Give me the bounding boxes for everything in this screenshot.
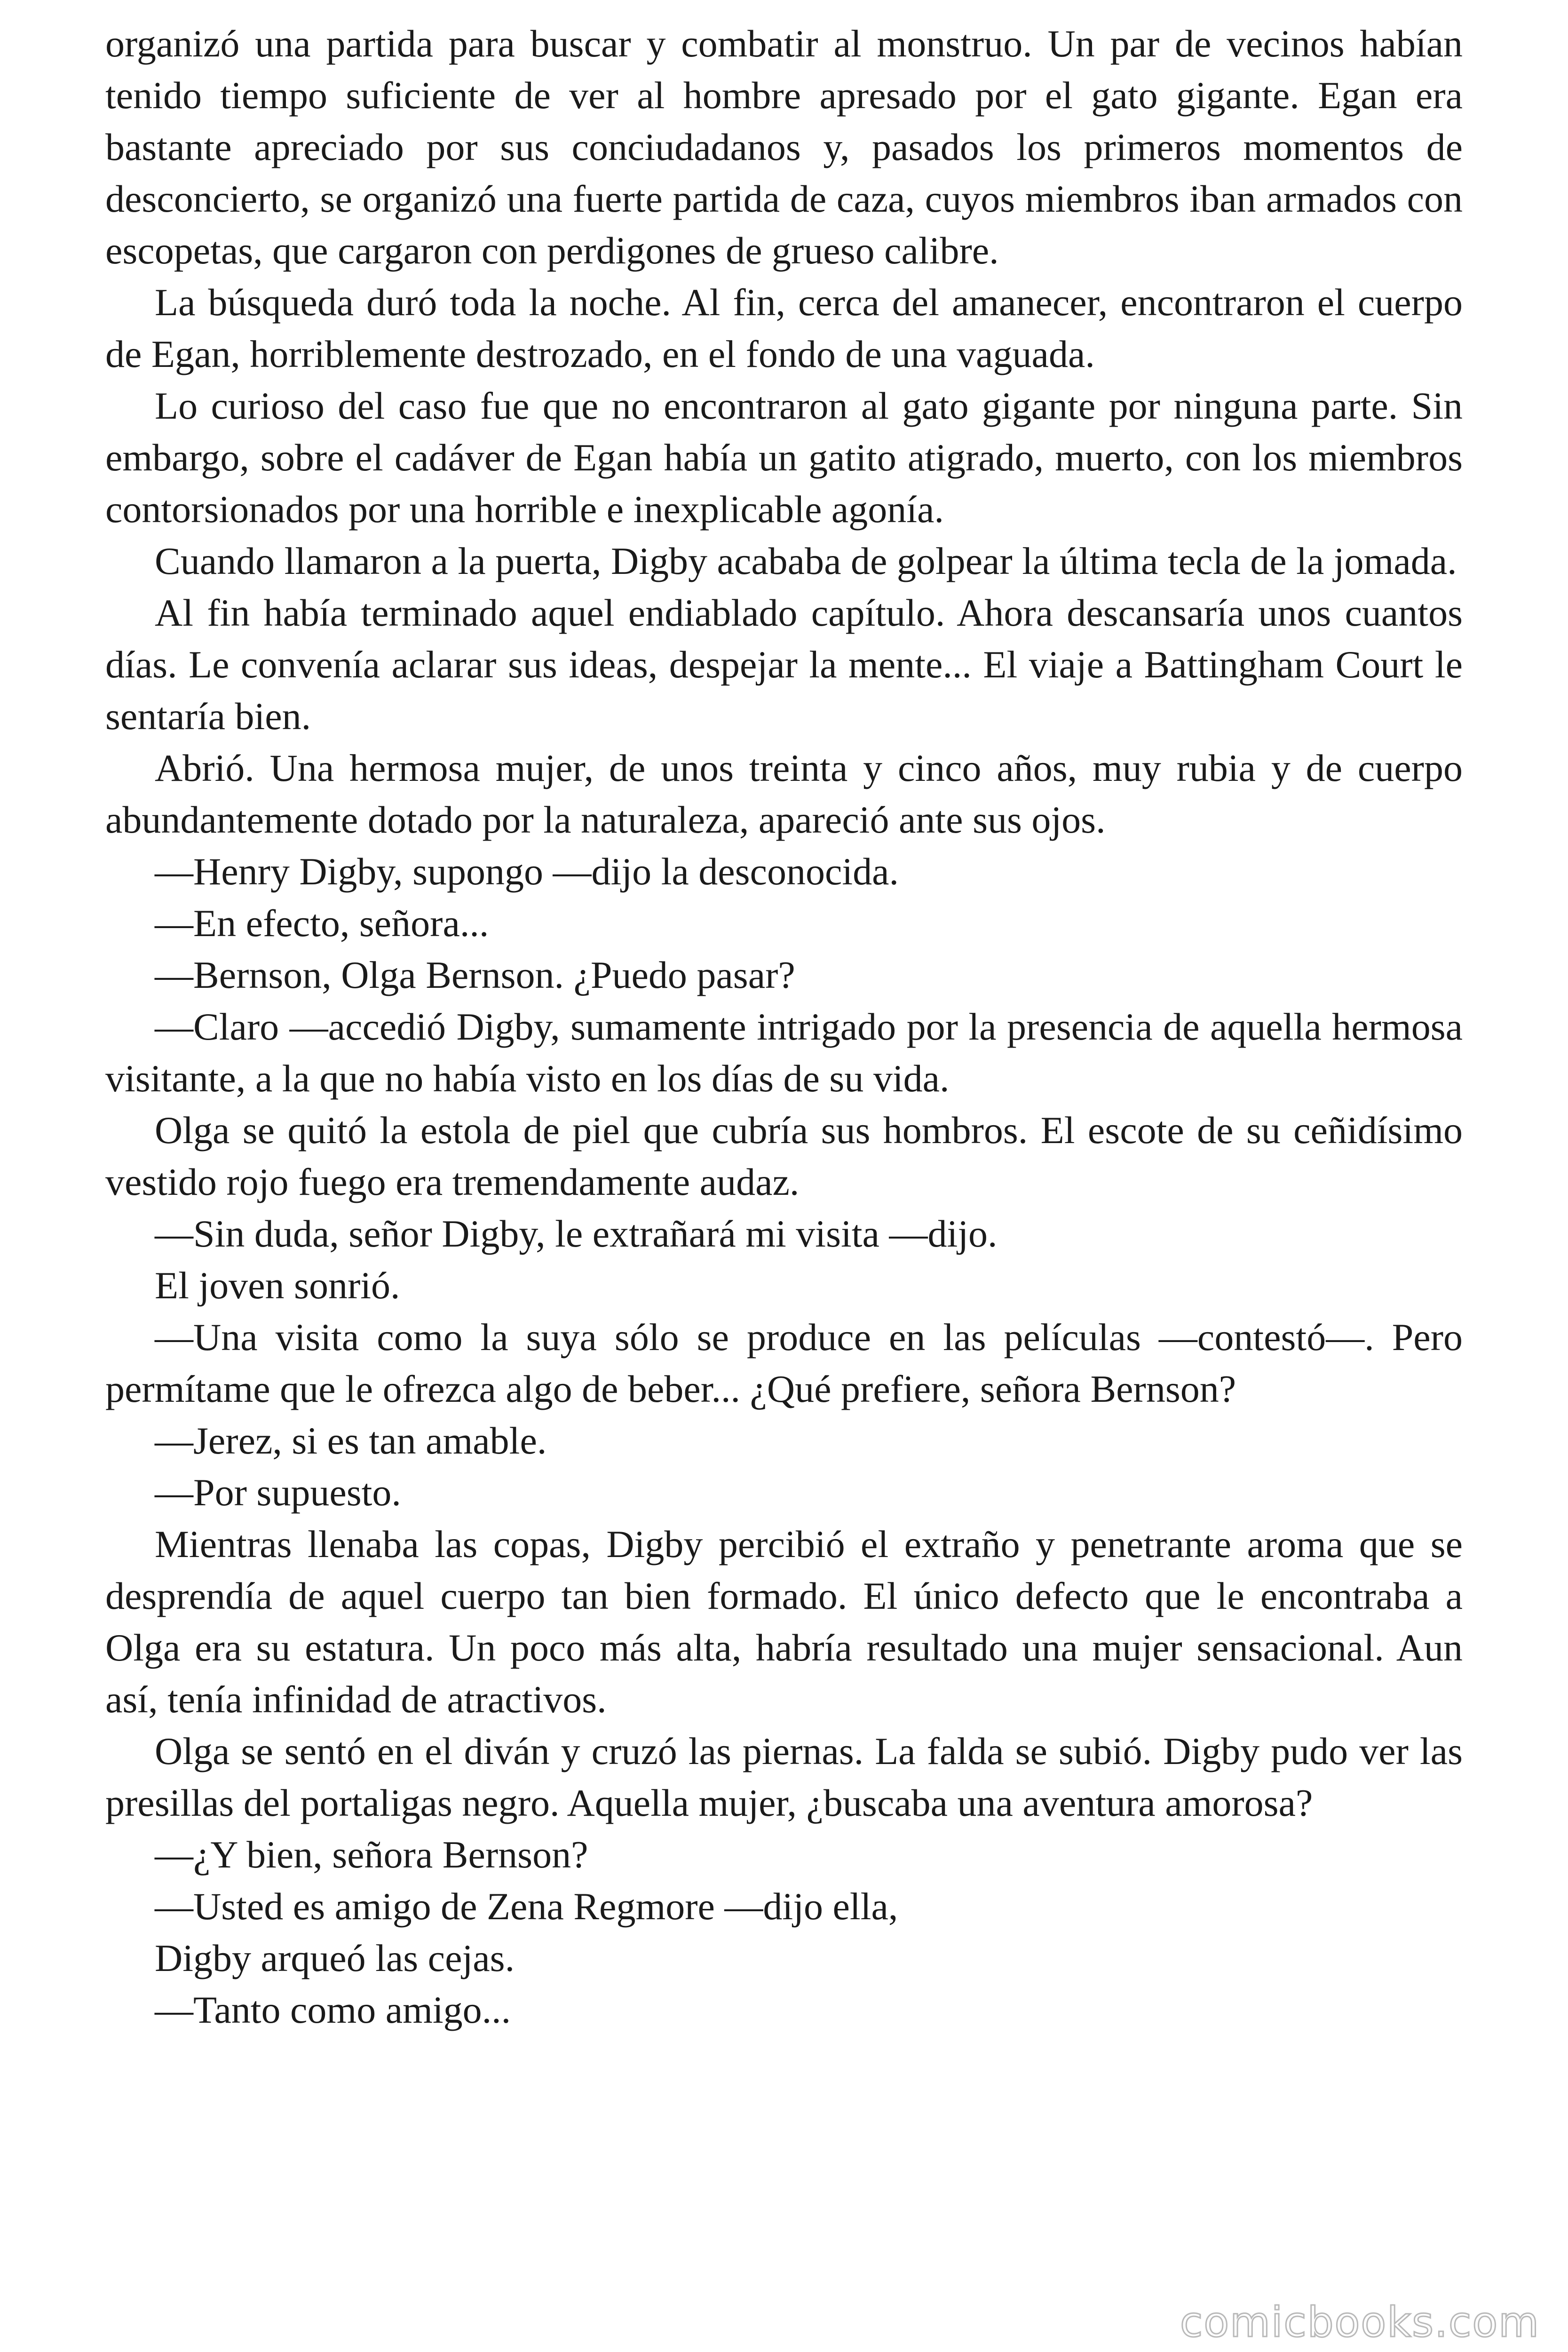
paragraph: La búsqueda duró toda la noche. Al fin, cerca del amanecer, encontraron el cuerpo de Egan, horriblemente destrozado, en el fondo de una vaguada. [105,281,1463,375]
paragraph: El joven sonrió. [155,1264,400,1307]
dialogue-line: —Por supuesto. [155,1471,401,1514]
dialogue-line: —Usted es amigo de Zena Regmore —dijo ella, [155,1885,898,1928]
dialogue-line: —Henry Digby, supongo —dijo la desconocida. [155,850,899,893]
paragraph: Digby arqueó las cejas. [155,1937,515,1979]
dialogue-line: —Una visita como la suya sólo se produce en las películas —contestó—. Pero permítame que le ofrezca algo de beber... ¿Qué prefiere, señora Bernson? [105,1316,1463,1410]
dialogue-line: —En efecto, señora... [155,902,489,945]
paragraph: Cuando llamaron a la puerta, Digby acababa de golpear la última tecla de la jomada. [155,540,1457,582]
paragraph: Al fin había terminado aquel endiablado capítulo. Ahora descansaría unos cuantos días. Le convenía aclarar sus ideas, despejar la mente... El viaje a Battingham Court le sentaría bien. [105,591,1463,738]
dialogue-line: —Sin duda, señor Digby, le extrañará mi visita —dijo. [155,1212,998,1255]
paragraph: organizó una partida para buscar y combatir al monstruo. Un par de vecinos habían tenido tiempo suficiente de ver al hombre apresado por el gato gigante. Egan era bastante apreciado por sus conciudadanos y, pasados los primeros momentos de desconcierto, se organizó una fuerte partida de caza, cuyos miembros iban armados con escopetas, que cargaron con perdigones de grueso calibre. [105,22,1463,272]
paragraph: Olga se sentó en el diván y cruzó las piernas. La falda se subió. Digby pudo ver las presillas del portaligas negro. Aquella mujer, ¿buscaba una aventura amorosa? [105,1730,1463,1824]
dialogue-line: —Tanto como amigo... [155,1988,511,2031]
paragraph: Abrió. Una hermosa mujer, de unos treinta y cinco años, muy rubia y de cuerpo abundantemente dotado por la naturaleza, apareció ante sus ojos. [105,747,1463,841]
page-body [105,18,1463,2036]
dialogue-line: —Jerez, si es tan amable. [155,1419,547,1462]
dialogue-line: —Claro —accedió Digby, sumamente intrigado por la presencia de aquella hermosa visitante, a la que no había visto en los días de su vida. [105,1005,1463,1100]
paragraph: Mientras llenaba las copas, Digby percibió el extraño y penetrante aroma que se desprendía de aquel cuerpo tan bien formado. El único defecto que le encontraba a Olga era su estatura. Un poco más alta, habría resultado una mujer sensacional. Aun así, tenía infinidad de atractivos. [105,1523,1463,1721]
watermark: comicbooks.com [1180,2298,1540,2346]
dialogue-line: —Bernson, Olga Bernson. ¿Puedo pasar? [155,954,795,996]
paragraph: Lo curioso del caso fue que no encontraron al gato gigante por ninguna parte. Sin embargo, sobre el cadáver de Egan había un gatito atigrado, muerto, con los miembros contorsionados por una horrible e inexplicable agonía. [105,384,1463,531]
paragraph: Olga se quitó la estola de piel que cubría sus hombros. El escote de su ceñidísimo vestido rojo fuego era tremendamente audaz. [105,1109,1463,1203]
dialogue-line: —¿Y bien, señora Bernson? [155,1833,588,1876]
